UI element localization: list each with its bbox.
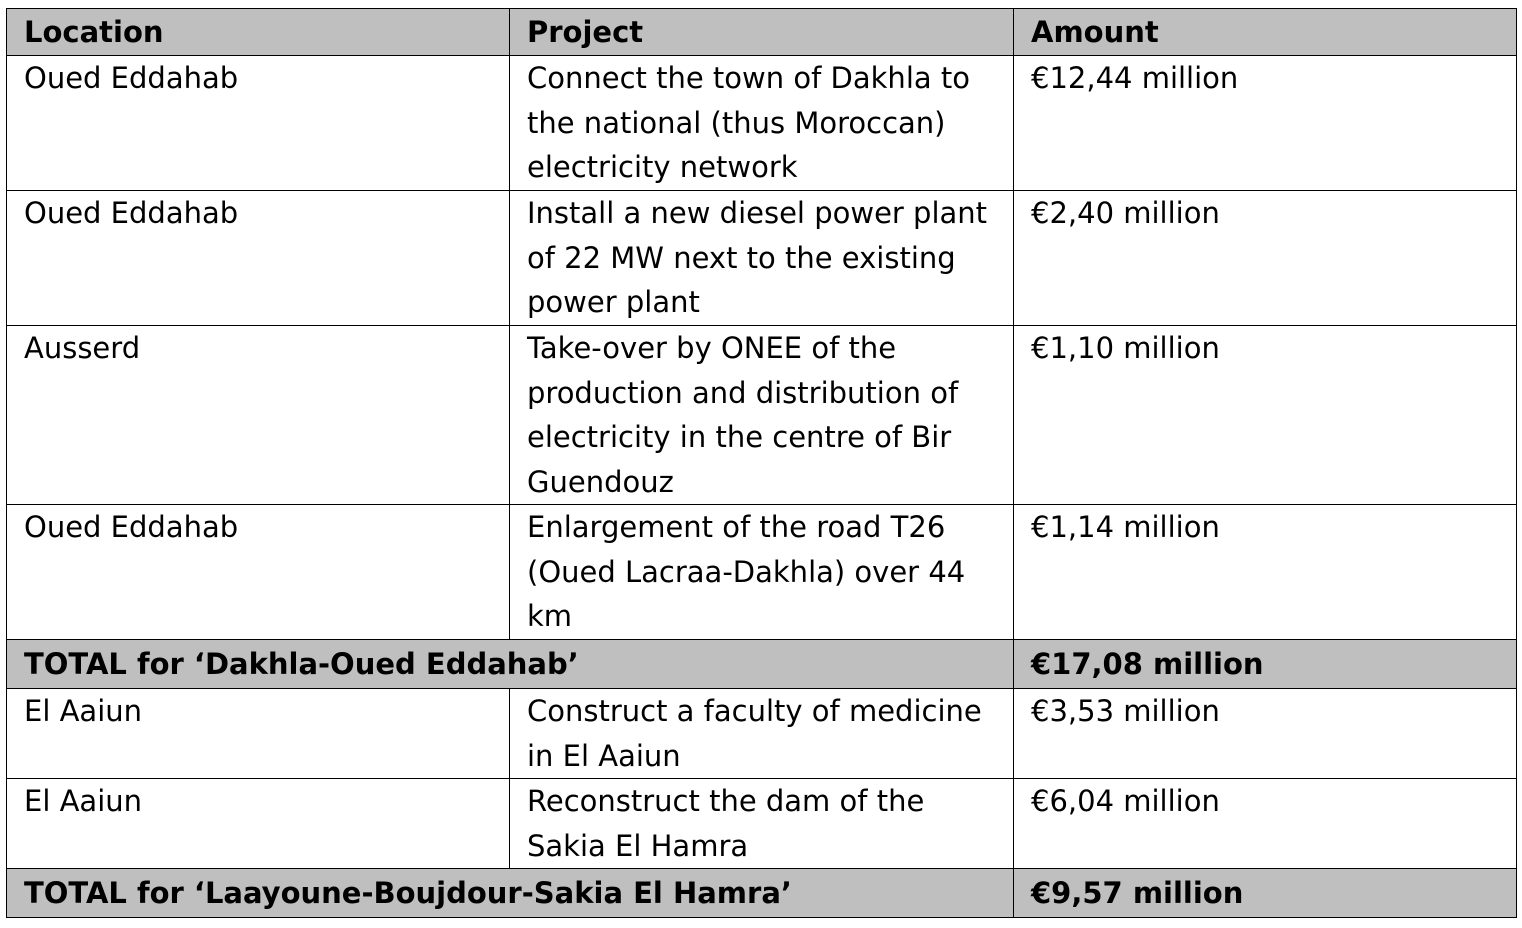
table-row (7, 505, 1517, 640)
location-cell: Oued Eddahab (7, 505, 510, 640)
project-cell: Take-over by ONEE of the production and distribution of electricity in the centre of Bir Guendouz (510, 326, 1014, 505)
table-row (7, 779, 1517, 869)
location-cell: El Aaiun (7, 779, 510, 869)
header-row (7, 9, 1517, 56)
table-row (7, 689, 1517, 779)
total-row (7, 869, 1517, 918)
column-header-project: Project (510, 9, 1014, 56)
total-amount: €9,57 million (1014, 869, 1517, 918)
amount-cell: €2,40 million (1014, 191, 1517, 326)
project-cell: Connect the town of Dakhla to the national (thus Moroccan) electricity network (510, 56, 1014, 191)
amount-cell: €1,14 million (1014, 505, 1517, 640)
location-cell: El Aaiun (7, 689, 510, 779)
amount-cell: €3,53 million (1014, 689, 1517, 779)
amount-cell: €12,44 million (1014, 56, 1517, 191)
project-cell: Reconstruct the dam of the Sakia El Hamra (510, 779, 1014, 869)
total-label: TOTAL for ‘Laayoune-Boujdour-Sakia El Hamra’ (7, 869, 1014, 918)
table-row (7, 326, 1517, 505)
amount-cell: €1,10 million (1014, 326, 1517, 505)
project-cell: Construct a faculty of medicine in El Aaiun (510, 689, 1014, 779)
column-header-location: Location (7, 9, 510, 56)
total-row (7, 640, 1517, 689)
table-row (7, 56, 1517, 191)
location-cell: Ausserd (7, 326, 510, 505)
total-label: TOTAL for ‘Dakhla-Oued Eddahab’ (7, 640, 1014, 689)
column-header-amount: Amount (1014, 9, 1517, 56)
table-row (7, 191, 1517, 326)
project-cell: Enlargement of the road T26 (Oued Lacraa-Dakhla) over 44 km (510, 505, 1014, 640)
location-cell: Oued Eddahab (7, 56, 510, 191)
location-cell: Oued Eddahab (7, 191, 510, 326)
total-amount: €17,08 million (1014, 640, 1517, 689)
funding-table (6, 8, 1517, 918)
project-cell: Install a new diesel power plant of 22 MW next to the existing power plant (510, 191, 1014, 326)
amount-cell: €6,04 million (1014, 779, 1517, 869)
